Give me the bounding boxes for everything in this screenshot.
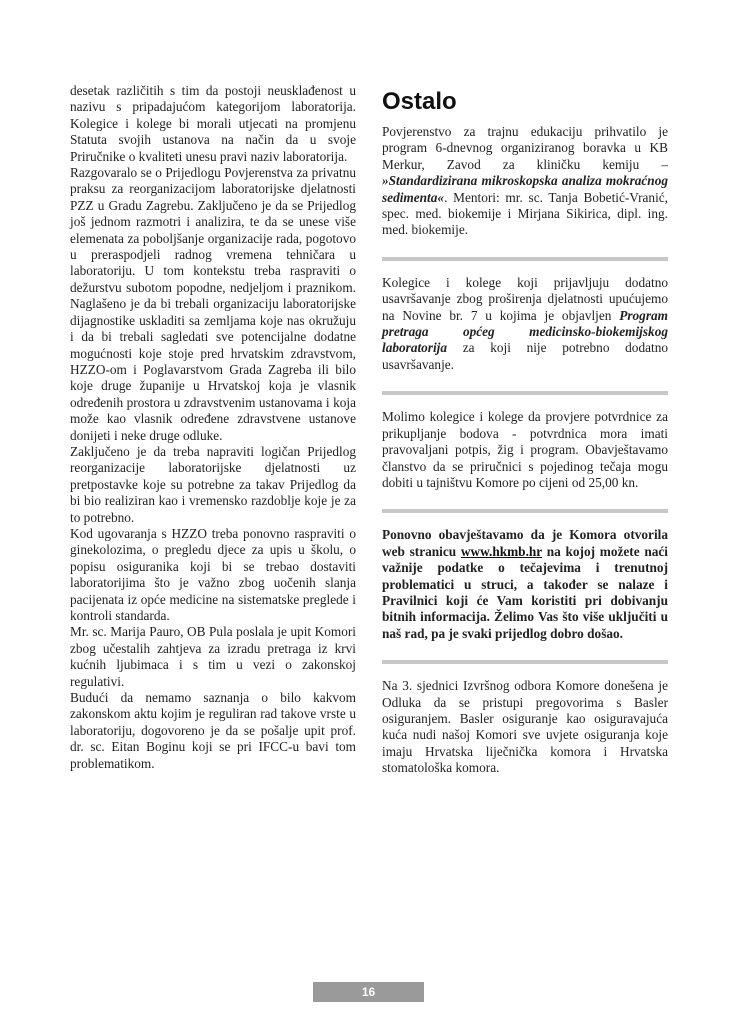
notice-text: . Mentori: mr. sc. Tanja Bobetić-Vranić, spec. med. biokemije i Mirjana Sikirica, dipl. ing. med. biokemije.	[382, 189, 668, 238]
notice-text: Ponovno obavještavamo da je Komora otvorila web stranicu	[382, 527, 668, 559]
notice-education-program	[382, 124, 668, 239]
paragraph: Razgovaralo se o Prijedlogu Povjerenstva za privatnu praksu za reorganizacijom laboratorijske djelatnosti PZZ u Gradu Zagrebu. Zaključeno je da se Prijedlog još jednom razmotri i analizira, te da se unese više elemenata za poboljšanje organizacije rada, pogotovo u preraspodjeli radnog vremena tehničara u laboratoriju. U tom kontekstu treba raspraviti o dežurstvu subotom popodne, nedjeljom i praznikom. Naglašeno je da bi trebali organizaciju laboratorijske dijagnostike uskladiti sa zemljama koje nas okružuju i da bi trebali sagledati sve potencijalne dodatne mogućnosti koje stoje pred hrvatskim zdravstvom, HZZO-om i Poglavarstvom Grada Zagreba ili bilo koje druge županije u Hrvatskoj koja je vlasnik određenih prostora u zdravstvenim ustanovama i koja može kao vlasnik određene zdravstvene ustanove donijeti i neke druge odluke.	[70, 165, 356, 443]
paragraph: Zaključeno je da treba napraviti logičan Prijedlog reorganizacije laboratorijske djelatnosti uz pretpostavke koje su potrebne za takav Prijedlog da bi bio realiziran kao i vremensko razdoblje koje je za to potrebno.	[70, 443, 356, 525]
section-heading: Ostalo	[382, 88, 457, 115]
section-divider	[382, 391, 668, 395]
notice-text: Povjerenstvo za trajnu edukaciju prihvatilo je program 6-dnevnog organiziranog boravka u KB Merkur, Zavod za kliničku kemiju –	[382, 124, 668, 172]
notice-certificates: Molimo kolegice i kolege da provjere potvrdnice za prikupljanje bodova - potvrdnica mora imati pravovaljani potpis, žig i program. Obavještavamo članstvo da se priručnici s pojedinog tečaja mogu dobiti u tajništvu Komore po cijeni od 25,00 kn.	[382, 409, 668, 490]
paragraph: Budući da nemamo saznanja o bilo kakvom zakonskom aktu kojim je reguliran rad takove vrste u laboratoriju, dogovoreno je da se pošalje upit prof. dr. sc. Eitan Boginu koji se pri IFCC-u bavi tom problematikom.	[70, 690, 356, 771]
notice-text: Kolegice i kolege koji prijavljuju dodatno usavršavanje zbog proširenja djelatnosti upućujemo na Novine br. 7 u kojima je objavljen	[382, 274, 668, 323]
notice-insurance: Na 3. sjednici Izvršnog odbora Komore donešena je Odluka da se pristupi pregovorima s Basler osiguranjem. Basler osiguranje kao osiguravajuća kuća nudi našoj Komori sve uvjete osiguranja koje imaju Hrvatska liječnička komora i Hrvatska stomatološka komora.	[382, 678, 668, 776]
notice-additional-training	[382, 275, 668, 373]
left-column	[70, 83, 356, 772]
notice-text: za koji nije potrebno dodatno usavršavanje.	[382, 340, 668, 372]
page-number: 16	[313, 982, 424, 1002]
website-link[interactable]: www.hkmb.hr	[460, 543, 542, 559]
paragraph: Kod ugovaranja s HZZO treba ponovno raspraviti o ginekolozima, o pregledu djece za upis u školu, o popisu osiguranika koji bi se trebao dostaviti laboratorijima što je važno zbog uočenih slanja pacijenata iz opće medicine na sistematske preglede i kontroli standarda.	[70, 525, 356, 623]
paragraph: Mr. sc. Marija Pauro, OB Pula poslala je upit Komori zbog učestalih zahtjeva za izradu pretraga iz krvi kućnih ljubimaca i s tim u vezi o zakonskoj regulativi.	[70, 624, 356, 689]
section-divider	[382, 257, 668, 261]
program-title: »Standardizirana mikroskopska analiza mokraćnog sedimenta«	[382, 173, 668, 205]
right-column	[382, 88, 668, 777]
notice-text: na kojoj možete naći važnije podatke o tečajevima i trenutnoj problematici u struci, a također se nalaze i Pravilnici koji će Vam koristiti pri dobivanju bitnih informacija. Želimo Vas što više uključiti u naš rad, pa je svaki prijedlog dobro došao.	[382, 543, 669, 641]
paragraph: desetak različitih s tim da postoji neusklađenost u nazivu s pripadajućom kategorijom laboratorija. Kolegice i kolege bi morali utjecati na promjenu Statuta svojih ustanova na način da u svoje Priručnike o kvaliteti unesu pravi naziv laboratorija.	[70, 83, 356, 164]
section-divider	[382, 660, 668, 664]
program-title: Program pretraga općeg medicinsko-biokemijskog laboratorija	[382, 307, 668, 356]
section-divider	[382, 509, 668, 513]
notice-website	[382, 527, 668, 642]
